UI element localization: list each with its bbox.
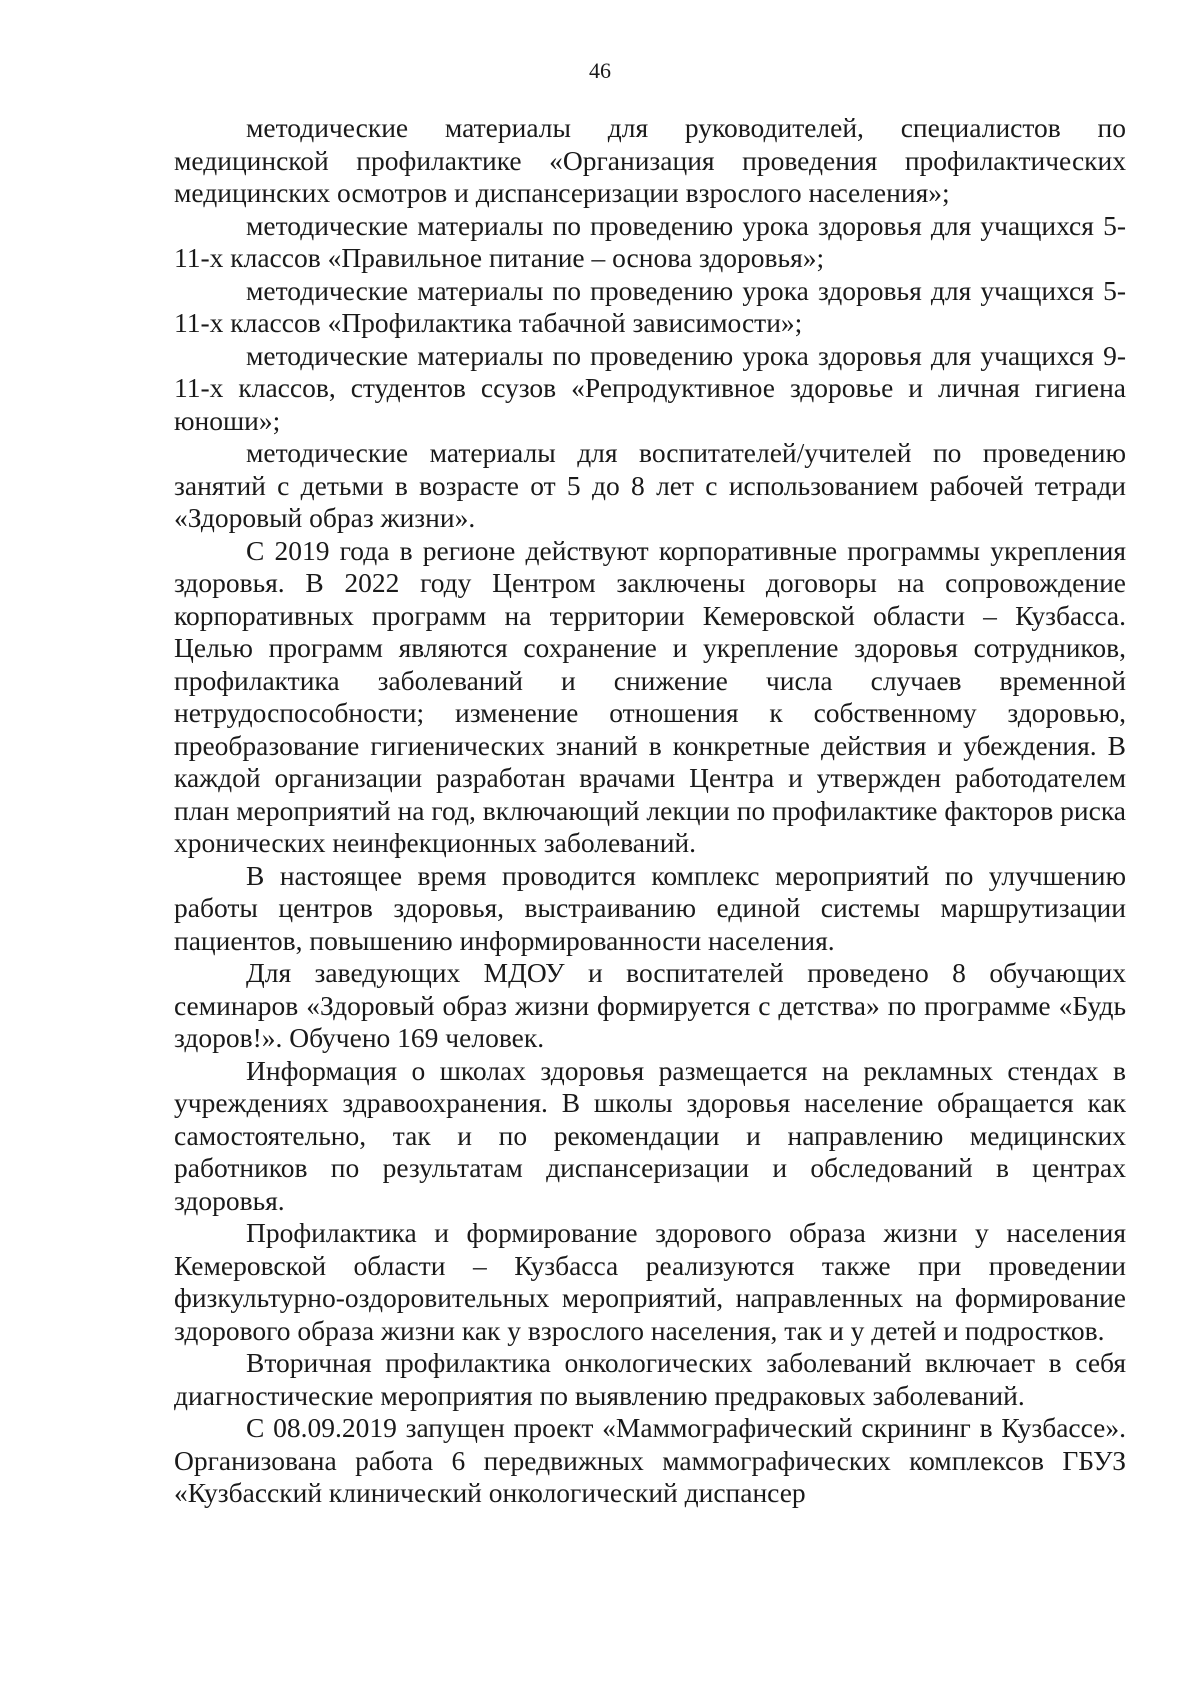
paragraph-health-schools: Информация о школах здоровья размещается на рекламных стендах в учреждениях здравоохранения. В школы здоровья население обращается как самостоятельно, так и по рекомендации и направлению медицинских работников по результатам диспансеризации и обследований в центрах здоровья. [174, 1054, 1126, 1216]
paragraph-materials-managers: методические материалы для руководителей, специалистов по медицинской профилактике «Организация проведения профилактических медицинских осмотров и диспансеризации взрослого населения»; [174, 112, 1126, 208]
page-number: 46 [589, 58, 611, 83]
paragraph-materials-educators: методические материалы для воспитателей/учителей по проведению занятий с детьми в возрасте от 5 до 8 лет с использованием рабочей тетради «Здоровый образ жизни». [174, 437, 1126, 533]
paragraph-secondary-prevention: Вторичная профилактика онкологических заболеваний включает в себя диагностические мероприятия по выявлению предраковых заболеваний. [174, 1347, 1126, 1411]
paragraph-corporate-programs: С 2019 года в регионе действуют корпоративные программы укрепления здоровья. В 2022 году Центром заключены договоры на сопровождение корпоративных программ на территории Кемеровской области – Кузбасса. Целью программ являются сохранение и укрепление здоровья сотрудников, профилактика заболеваний и снижение числа случаев временной нетрудоспособности; изменение отношения к собственному здоровью, преобразование гигиенических знаний в конкретные действия и убеждения. В каждой организации разработан врачами Центра и утвержден работодателем план мероприятий на год, включающий лекции по профилактике факторов риска хронических неинфекционных заболеваний. [174, 534, 1126, 858]
paragraph-mammography-screening: С 08.09.2019 запущен проект «Маммографический скрининг в Кузбассе». Организована работа 6 передвижных маммографических комплексов ГБУЗ «Кузбасский клинический онкологический диспансер [174, 1412, 1126, 1508]
paragraph-materials-tobacco: методические материалы по проведению урока здоровья для учащихся 5-11-х классов «Профилактика табачной зависимости»; [174, 274, 1126, 338]
document-body [174, 112, 1126, 1510]
paragraph-fitness-activities: Профилактика и формирование здорового образа жизни у населения Кемеровской области – Кузбасса реализуются также при проведении физкультурно-оздоровительных мероприятий, направленных на формирование здорового образа жизни как у взрослого населения, так и у детей и подростков. [174, 1217, 1126, 1346]
paragraph-seminars: Для заведующих МДОУ и воспитателей проведено 8 обучающих семинаров «Здоровый образ жизни формируется с детства» по программе «Будь здоров!». Обучено 169 человек. [174, 957, 1126, 1053]
paragraph-health-centers: В настоящее время проводится комплекс мероприятий по улучшению работы центров здоровья, выстраиванию единой системы маршрутизации пациентов, повышению информированности населения. [174, 859, 1126, 956]
paragraph-materials-reproductive: методические материалы по проведению урока здоровья для учащихся 9-11-х классов, студентов ссузов «Репродуктивное здоровье и личная гигиена юноши»; [174, 339, 1126, 436]
paragraph-materials-nutrition: методические материалы по проведению урока здоровья для учащихся 5-11-х классов «Правильное питание – основа здоровья»; [174, 209, 1126, 273]
